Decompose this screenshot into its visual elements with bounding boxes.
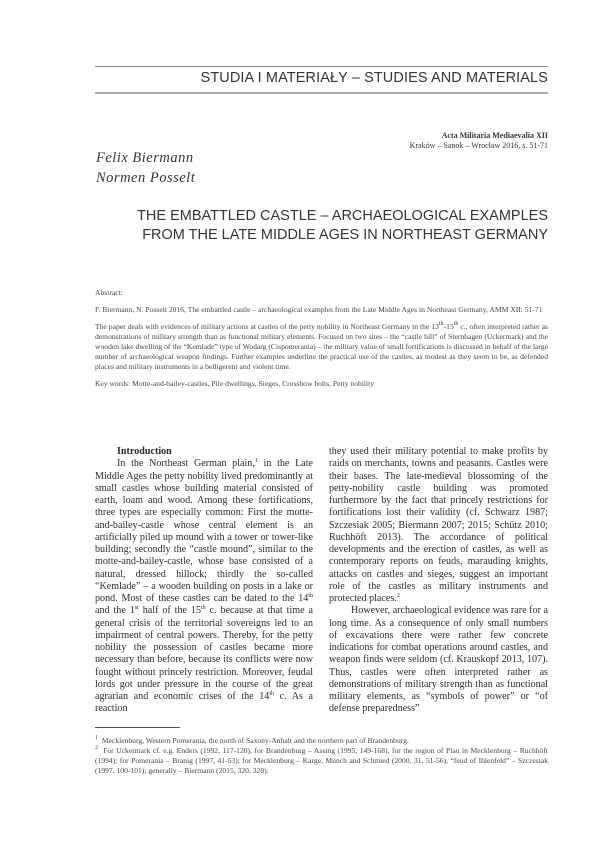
keywords: Key words: Motte-and-bailey-castles, Pile dwellings, Sieges, Crossbow bolts, Petty nobility bbox=[95, 379, 375, 388]
paragraph: However, archaeological evidence was rare for a long time. As a consequence of only small numbers of excavations there were rather few concrete indications for combat operations around castles, and weapon finds were seldom (cf. Krauskopf 2013, 107). Thus, castles were often interpreted rather as demonstrations of military strength than as functional military elements, as “symbols of power” or “of defense preparedness” bbox=[329, 605, 548, 715]
text: In the Northeast German plain, bbox=[117, 458, 255, 470]
paragraph bbox=[329, 446, 548, 605]
section-heading: Introduction bbox=[117, 446, 172, 457]
text: c. As a reaction bbox=[95, 691, 314, 715]
sup: th bbox=[438, 321, 444, 327]
title-line: FROM THE LATE MIDDLE AGES IN NORTHEAST GERMANY bbox=[142, 227, 548, 243]
text: The paper deals with evidences of military actions at castles of the petty nobility in Northeast Germany in the 13 bbox=[95, 322, 439, 331]
header-rule-bottom bbox=[95, 92, 548, 94]
authors bbox=[96, 148, 195, 188]
footnote-number: 1 bbox=[95, 735, 98, 741]
footnote-ref[interactable]: 1 bbox=[254, 458, 258, 465]
paragraph bbox=[95, 458, 313, 715]
header-rule-top bbox=[95, 66, 548, 67]
section-header: STUDIA I MATERIAŁY – STUDIES AND MATERIALS bbox=[200, 70, 548, 86]
journal-name: Acta Militaria Mediaevalia XII bbox=[441, 131, 548, 140]
text: -15 bbox=[443, 322, 454, 331]
abstract-citation: F. Biermann, N. Posselt 2016, The embattled castle – archaeological examples from the Late Middle Ages in Northeast Germany, AMM XII: 51-71 bbox=[95, 305, 543, 314]
abstract-text bbox=[95, 322, 548, 372]
sup: th bbox=[308, 593, 313, 599]
sup: th bbox=[201, 605, 206, 612]
text: half of the 15 bbox=[138, 605, 202, 617]
text: and the 1 bbox=[95, 605, 135, 617]
sup: st bbox=[134, 605, 139, 612]
journal-info bbox=[410, 131, 548, 151]
title-line: THE EMBATTLED CASTLE – ARCHAEOLOGICAL EXAMPLES bbox=[137, 208, 548, 224]
footnote bbox=[95, 736, 548, 746]
footnote-rule bbox=[95, 727, 180, 728]
body-column-left bbox=[95, 446, 313, 716]
text: in the Late Middle Ages the petty nobility lived predominantly at small castles whose building material consisted of earth, loam and wood. Among these fortifications, three types are especially common: First the motte-and-bailey-castle whose central element is an artificially piled up mound with a tower or tower-like building; secondly the “castle mound”, similar to the motte-and-bailey-castle, whose base consisted of a natural, dressed hillock; thirdly the so-called “Kemlade” – a wooden building on posts in a lake or pond. Most of these castles can be dated to the 14 bbox=[95, 458, 313, 604]
footnote-text: For Uckermark cf. e.g. Enders (1992, 117-120), for Brandenburg – Assing (1995, 149-168), for the region of Plau in Mecklenburg – Ruchhöft (1994); for Pomerania – Branig (1997, 41-53); for Mecklenburg – Karge, Münch and Schmied (2000, 31, 51-56), “feud of Ihlenfeld” – Szczesiak (1997, 100-101); generally – Biermann (2015, 320, 328). bbox=[95, 746, 548, 775]
sup: th bbox=[453, 321, 459, 327]
footnote-ref[interactable]: 2 bbox=[396, 593, 400, 599]
footnotes bbox=[95, 736, 548, 776]
abstract bbox=[95, 288, 548, 396]
author: Felix Biermann bbox=[96, 150, 194, 166]
sup: th bbox=[269, 691, 275, 697]
body-column-right bbox=[329, 446, 548, 716]
author: Normen Posselt bbox=[96, 170, 196, 186]
article-title bbox=[95, 207, 548, 245]
journal-place: Kraków – Sanok – Wrocław 2016, s. 51-71 bbox=[409, 141, 548, 150]
text: c., often interpreted rather as demonstrations of military strength than as functional military elements. Focused on two sites – the “castle hill” of Sternhagen (Uckermark) and the wooden lake dwelling of the “Kemlade” type of Wodarg (Cispomerania) – the military value of small fortifications is discussed in behalf of the large number of archaeological weapon findings. Further examples underline the practical use of the castles, as modest as they seem to be, as defended places and military instruments in a belligerent and violent time. bbox=[95, 322, 548, 371]
footnote-number: 2 bbox=[95, 745, 98, 751]
abstract-label: Abstract: bbox=[95, 288, 123, 297]
footnote bbox=[95, 746, 548, 776]
text: c. because at that time a general crisis of the territorial sovereigns led to an impairment of central powers. Thereby, for the petty nobility the possession of castles became more necessary than before, because its conflicts were now fought without princely restriction. Moreover, feudal lords got under pressure in the course of the great agrarian and economic crises of the 14 bbox=[95, 605, 313, 702]
text: they used their military potential to make profits by raids on merchants, towns and peasants. Castles were their bases. The late-medieval blossoming of the petty-nobility castle building was promoted furthermore by the fact that princely restrictions for fortifications lost their validity (cf. Schwarz 1987; Szczesiak 2005; Biermann 2007; 2015; Schütz 2010; Ruchhöft 2013). The accordance of political developments and the erection of castles, as well as contemporary reports on feuds, marauding knights, attacks on castles and sieges, suggest an important role of the castles as military instruments and protected places. bbox=[329, 446, 548, 604]
footnote-text: Mecklenburg, Western Pomerania, the north of Saxony-Anhalt and the northern part of Brandenburg. bbox=[101, 736, 409, 745]
